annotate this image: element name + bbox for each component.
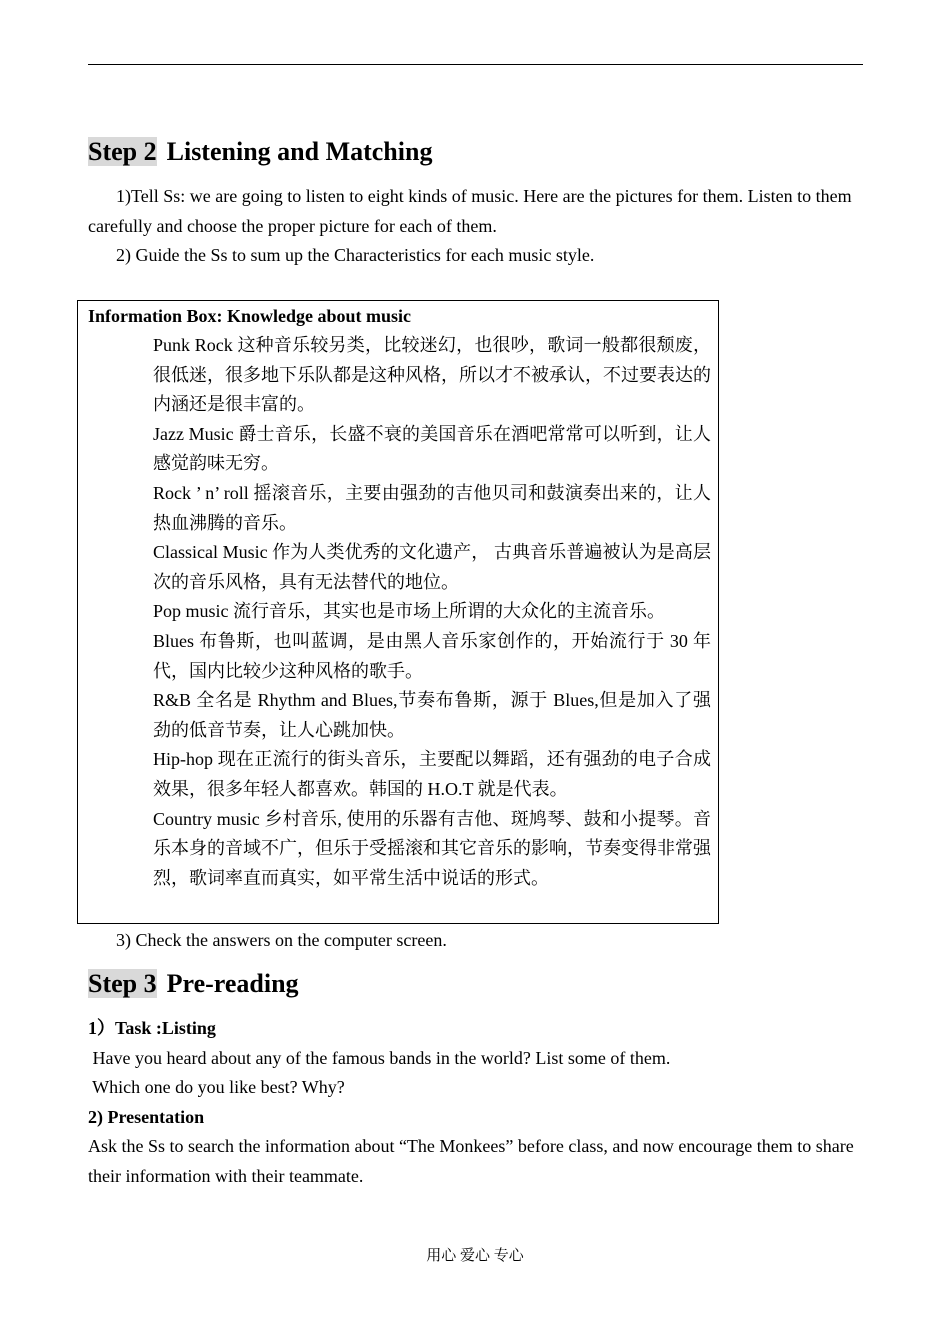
music-item-rock-n-roll: Rock ’ n’ roll 摇滚音乐，主要由强劲的吉他贝司和鼓演奏出来的，让人热血沸腾的音乐。 — [153, 482, 711, 533]
step2-check-answers: 3) Check the answers on the computer screen. — [116, 930, 447, 950]
task-line2: Which one do you like best? Why? — [88, 1077, 345, 1098]
page-footer: 用心 爱心 专心 — [426, 1248, 524, 1264]
music-item-country: Country music 乡村音乐, 使用的乐器有吉他、斑鸠琴、鼓和小提琴。音乐本身的音域不广，但乐于受摇滚和其它音乐的影响，节奏变得非常强烈，歌词率直而真实，如平常生活中说话的形式。 — [153, 808, 711, 888]
step3-tag: Step 3 — [88, 969, 157, 998]
task-heading — [88, 1014, 864, 1044]
presentation-text: Ask the Ss to search the information about “The Monkees” before class, and now encourage them to share their information with their teammate. — [88, 1136, 854, 1186]
header-rule — [88, 64, 863, 65]
step2-tag: Step 2 — [88, 137, 157, 166]
music-item-classical: Classical Music 作为人类优秀的文化遗产， 古典音乐普遍被认为是高层次的音乐风格，具有无法替代的地位。 — [153, 542, 711, 592]
music-item-rnb: R&B 全名是 Rhythm and Blues,节奏布鲁斯，源于 Blues,但是加入了强劲的低音节奏，让人心跳加快。 — [153, 690, 711, 740]
step3-title: Pre-reading — [166, 969, 299, 998]
info-box-title: Information Box: Knowledge about music — [88, 306, 412, 326]
step2-heading — [88, 135, 432, 169]
step3-content — [88, 1014, 864, 1192]
step3-heading — [88, 967, 299, 1001]
music-item-hip-hop: Hip-hop 现在正流行的街头音乐，主要配以舞蹈，还有强劲的电子合成效果，很多年轻人都喜欢。韩国的 H.O.T 就是代表。 — [153, 749, 711, 799]
music-item-blues: Blues 布鲁斯，也叫蓝调，是由黑人音乐家创作的，开始流行于 30 年代，国内比较少这种风格的歌手。 — [153, 630, 711, 681]
step2-para1: 1)Tell Ss: we are going to listen to eight kinds of music. Here are the pictures for them. Listen to them carefully and choose the proper picture for each of them. — [88, 186, 852, 236]
step2-after — [88, 926, 864, 956]
step2-title: Listening and Matching — [166, 137, 433, 166]
task-line1: Have you heard about any of the famous bands in the world? List some of them. — [88, 1047, 671, 1068]
music-item-punk-rock: Punk Rock 这种音乐较另类，比较迷幻，也很吵，歌词一般都很颓废，很低迷，很多地下乐队都是这种风格，所以才不被承认，不过要表达的内涵还是很丰富的。 — [153, 335, 711, 415]
step2-para2: 2) Guide the Ss to sum up the Characteristics for each music style. — [116, 245, 595, 266]
task-heading-text: 1）Task :Listing — [88, 1018, 216, 1038]
music-style-list — [153, 331, 711, 893]
presentation-heading-text: 2) Presentation — [88, 1106, 205, 1127]
music-item-jazz: Jazz Music 爵士音乐，长盛不衰的美国音乐在酒吧常常可以听到，让人感觉韵味无穷。 — [153, 423, 711, 474]
music-item-pop: Pop music 流行音乐，其实也是市场上所谓的大众化的主流音乐。 — [153, 601, 666, 622]
presentation-heading — [88, 1103, 864, 1133]
step2-instructions — [88, 182, 864, 271]
